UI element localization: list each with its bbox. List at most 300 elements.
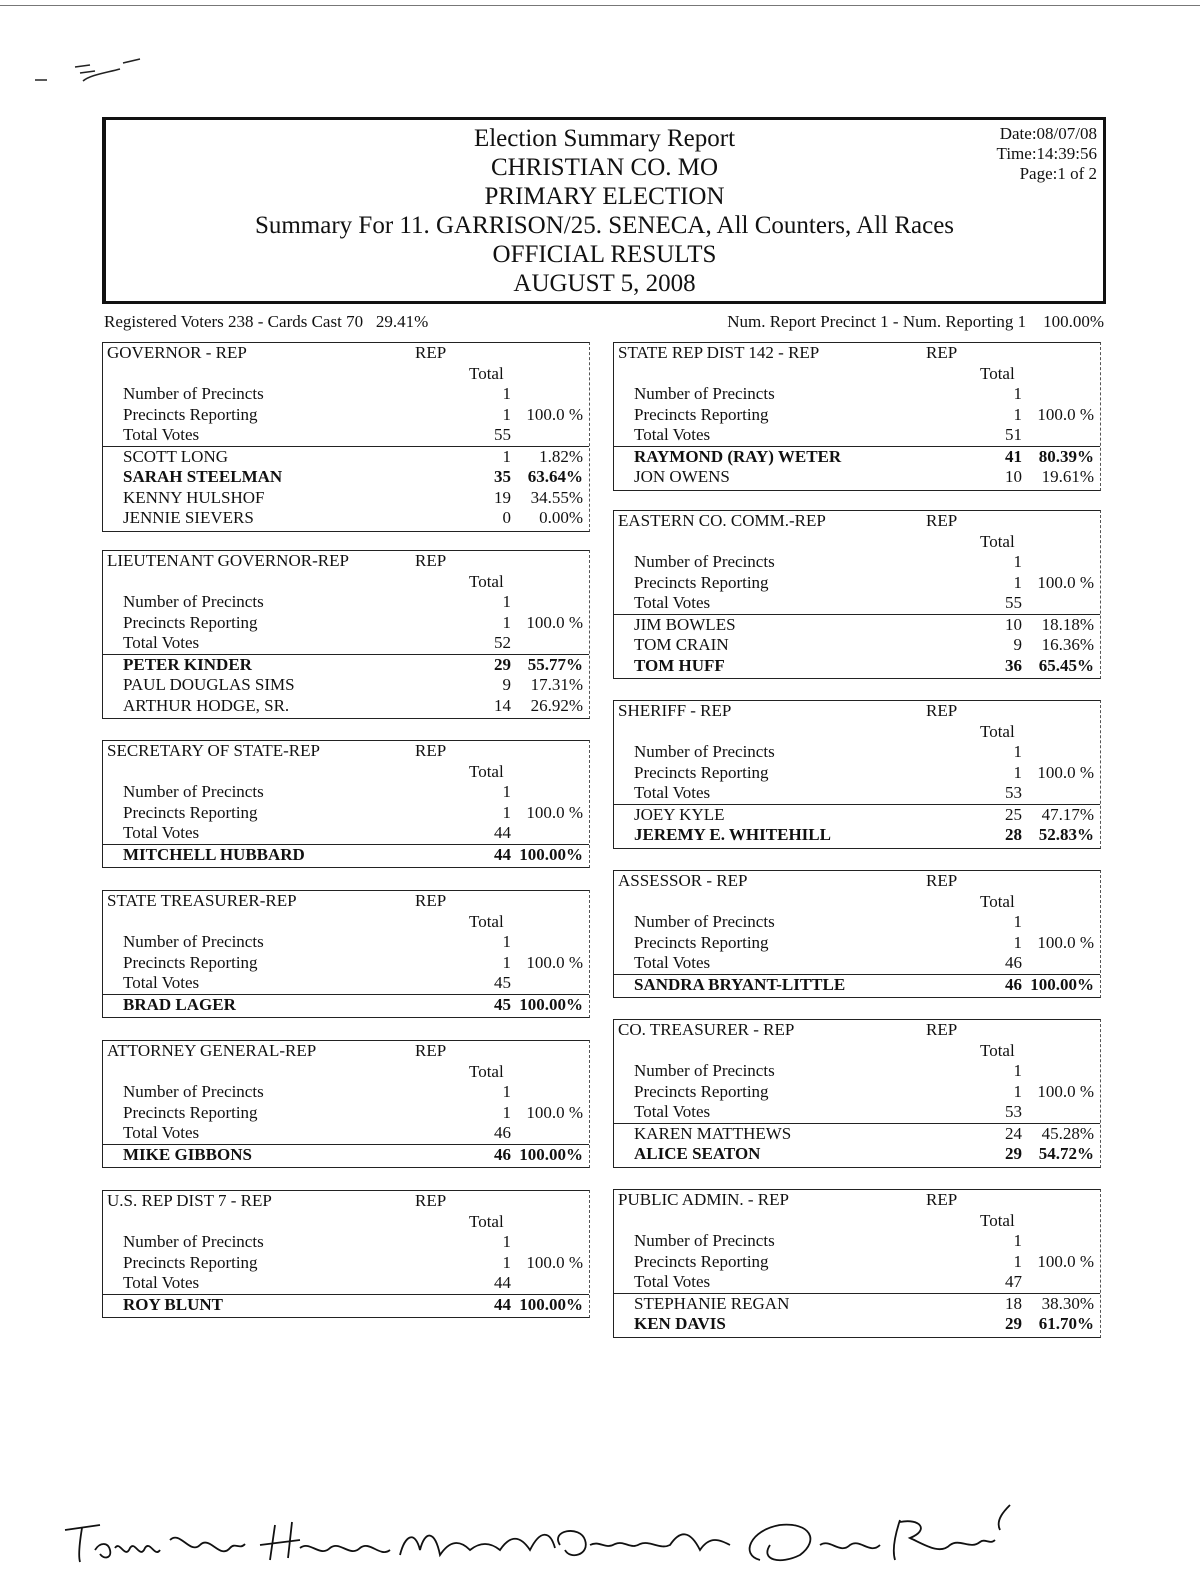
- precincts-label: Number of Precincts: [634, 552, 775, 571]
- precincts-row: [103, 1232, 589, 1253]
- total-votes-row: [614, 593, 1100, 615]
- race-header-row: [614, 1190, 1100, 1211]
- total-header-row: [614, 1211, 1100, 1232]
- precincts-row: [614, 1061, 1100, 1082]
- precincts-value: 1: [1013, 1061, 1022, 1080]
- total-votes-row: [614, 783, 1100, 805]
- candidate-votes: 46: [1005, 974, 1022, 994]
- race-box: [102, 890, 590, 1018]
- candidate-row: [614, 825, 1100, 846]
- registered-voters-text: Registered Voters 238 - Cards Cast 70: [104, 312, 364, 331]
- precincts-value: 1: [502, 1082, 511, 1101]
- party-label: REP: [415, 741, 447, 760]
- total-votes-row: [103, 633, 589, 655]
- race-title: PUBLIC ADMIN. - REP: [618, 1190, 789, 1209]
- candidate-votes: 44: [494, 1294, 511, 1314]
- race-title: GOVERNOR - REP: [107, 343, 247, 362]
- reporting-label: Precincts Reporting: [123, 1102, 258, 1122]
- total-column-header: Total: [980, 891, 1015, 911]
- total-votes-value: 44: [494, 823, 511, 842]
- reporting-label: Precincts Reporting: [634, 1251, 769, 1271]
- report-title-block: [106, 124, 1103, 298]
- candidate-row: [103, 508, 589, 529]
- total-votes-row: [614, 1102, 1100, 1124]
- candidate-pct: 100.00%: [519, 844, 583, 864]
- precincts-value: 1: [1013, 742, 1022, 761]
- reporting-value: 1: [1013, 1251, 1022, 1271]
- race-box: [102, 740, 590, 868]
- total-column-header: Total: [980, 721, 1015, 741]
- precincts-value: 1: [1013, 552, 1022, 571]
- precincts-value: 1: [502, 592, 511, 611]
- precincts-row: [103, 782, 589, 803]
- race-header-row: [103, 891, 589, 912]
- candidate-row: [614, 635, 1100, 656]
- party-label: REP: [926, 1190, 958, 1209]
- candidate-votes: 9: [1013, 635, 1022, 654]
- candidate-votes: 18: [1005, 1293, 1022, 1313]
- report-meta: [997, 124, 1097, 184]
- total-votes-value: 51: [1005, 425, 1022, 444]
- total-column-header: Total: [980, 531, 1015, 551]
- reporting-label: Precincts Reporting: [123, 612, 258, 632]
- precincts-label: Number of Precincts: [634, 384, 775, 403]
- race-box: [613, 1189, 1101, 1338]
- total-votes-row: [614, 953, 1100, 975]
- race-title: LIEUTENANT GOVERNOR-REP: [107, 551, 349, 570]
- report-title: Election Summary Report: [473, 125, 736, 152]
- total-votes-label: Total Votes: [123, 1273, 200, 1292]
- race-box: [613, 700, 1101, 849]
- precincts-value: 1: [502, 782, 511, 801]
- candidate-row: [103, 696, 589, 717]
- total-votes-row: [103, 973, 589, 995]
- candidate-row: [103, 1145, 589, 1166]
- reporting-row: [103, 1253, 589, 1274]
- race-header-row: [614, 701, 1100, 722]
- party-label: REP: [415, 891, 447, 910]
- party-label: REP: [926, 871, 958, 890]
- reporting-label: Precincts Reporting: [634, 932, 769, 952]
- reporting-pct: 100.0 %: [526, 404, 583, 424]
- candidate-pct: 47.17%: [1041, 804, 1094, 824]
- candidate-row: [614, 1144, 1100, 1165]
- registered-voters-line: [104, 312, 428, 332]
- reporting-pct: 100.0 %: [1037, 932, 1094, 952]
- candidate-votes: 14: [494, 695, 511, 715]
- reporting-row: [614, 1082, 1100, 1103]
- reporting-value: 1: [1013, 1081, 1022, 1101]
- race-header-row: [103, 1041, 589, 1062]
- candidate-row: [614, 656, 1100, 677]
- party-label: REP: [415, 551, 447, 570]
- reporting-pct: 100.0 %: [526, 1102, 583, 1122]
- precincts-value: 1: [1013, 384, 1022, 403]
- candidate-name: KEN DAVIS: [634, 1314, 726, 1333]
- candidate-votes: 44: [494, 844, 511, 864]
- candidate-votes: 45: [494, 994, 511, 1014]
- candidate-name: ROY BLUNT: [123, 1294, 223, 1314]
- precincts-reporting-text: Num. Report Precinct 1 - Num. Reporting 1: [727, 312, 1027, 331]
- candidate-votes: 29: [1005, 1144, 1022, 1163]
- reporting-row: [103, 613, 589, 634]
- race-title: SECRETARY OF STATE-REP: [107, 741, 320, 760]
- handwritten-mark: [35, 55, 155, 95]
- candidate-pct: 45.28%: [1041, 1123, 1094, 1143]
- reporting-value: 1: [1013, 404, 1022, 424]
- candidate-votes: 35: [494, 467, 511, 486]
- candidate-votes: 10: [1005, 614, 1022, 634]
- total-header-row: [103, 364, 589, 385]
- total-votes-label: Total Votes: [123, 823, 200, 842]
- reporting-label: Precincts Reporting: [123, 404, 258, 424]
- reporting-pct: 100.0 %: [526, 802, 583, 822]
- total-votes-value: 55: [494, 425, 511, 444]
- registered-voters-pct: 29.41%: [375, 312, 429, 331]
- total-header-row: [103, 912, 589, 933]
- candidate-votes: 29: [494, 654, 511, 674]
- precincts-label: Number of Precincts: [634, 1231, 775, 1250]
- total-votes-value: 44: [494, 1273, 511, 1292]
- total-header-row: [103, 1062, 589, 1083]
- race-title: STATE REP DIST 142 - REP: [618, 343, 820, 362]
- candidate-name: ARTHUR HODGE, SR.: [123, 695, 290, 715]
- race-title: STATE TREASURER-REP: [107, 891, 297, 910]
- race-title: U.S. REP DIST 7 - REP: [107, 1191, 272, 1210]
- reporting-row: [103, 1103, 589, 1124]
- reporting-value: 1: [502, 612, 511, 632]
- candidate-pct: 19.61%: [1041, 467, 1094, 486]
- party-label: REP: [926, 701, 958, 720]
- total-votes-label: Total Votes: [634, 783, 711, 802]
- race-box: [102, 342, 590, 532]
- candidate-votes: 41: [1005, 446, 1022, 466]
- precincts-label: Number of Precincts: [634, 912, 775, 931]
- candidate-name: RAYMOND (RAY) WETER: [634, 446, 842, 466]
- candidate-row: [614, 1294, 1100, 1315]
- total-header-row: [103, 572, 589, 593]
- total-votes-value: 53: [1005, 1102, 1022, 1121]
- party-label: REP: [415, 1191, 447, 1210]
- precincts-label: Number of Precincts: [123, 782, 264, 801]
- candidate-name: JON OWENS: [634, 467, 730, 486]
- reporting-label: Precincts Reporting: [634, 762, 769, 782]
- precincts-row: [614, 552, 1100, 573]
- candidate-pct: 17.31%: [530, 675, 583, 694]
- candidate-pct: 63.64%: [527, 467, 583, 486]
- candidate-name: JIM BOWLES: [634, 614, 736, 634]
- reporting-label: Precincts Reporting: [123, 952, 258, 972]
- candidate-pct: 100.00%: [519, 994, 583, 1014]
- total-votes-value: 52: [494, 633, 511, 652]
- reporting-pct: 100.0 %: [526, 952, 583, 972]
- total-votes-label: Total Votes: [123, 425, 200, 444]
- precincts-row: [103, 384, 589, 405]
- candidate-row: [103, 447, 589, 468]
- candidate-votes: 46: [494, 1144, 511, 1164]
- candidate-name: SANDRA BRYANT-LITTLE: [634, 974, 846, 994]
- party-label: REP: [926, 1020, 958, 1039]
- reporting-pct: 100.0 %: [1037, 762, 1094, 782]
- candidate-name: KAREN MATTHEWS: [634, 1123, 792, 1143]
- candidate-name: TOM HUFF: [634, 655, 725, 675]
- candidate-name: TOM CRAIN: [634, 635, 729, 654]
- candidate-name: ALICE SEATON: [634, 1144, 761, 1163]
- total-votes-label: Total Votes: [634, 1102, 711, 1121]
- precincts-row: [103, 592, 589, 613]
- race-title: EASTERN CO. COMM.-REP: [618, 511, 826, 530]
- race-header-row: [614, 343, 1100, 364]
- reporting-value: 1: [502, 952, 511, 972]
- candidate-name: PETER KINDER: [123, 654, 252, 674]
- race-box: [613, 342, 1101, 491]
- party-label: REP: [926, 511, 958, 530]
- candidate-name: STEPHANIE REGAN: [634, 1293, 790, 1313]
- candidate-votes: 29: [1005, 1314, 1022, 1333]
- total-votes-label: Total Votes: [123, 633, 200, 652]
- total-votes-row: [103, 1123, 589, 1145]
- total-column-header: Total: [469, 363, 504, 383]
- candidate-row: [614, 467, 1100, 488]
- reporting-value: 1: [1013, 932, 1022, 952]
- reporting-pct: 100.0 %: [1037, 572, 1094, 592]
- total-header-row: [614, 364, 1100, 385]
- report-header: [102, 117, 1106, 304]
- reporting-row: [614, 405, 1100, 426]
- race-box: [102, 1040, 590, 1168]
- precincts-label: Number of Precincts: [634, 742, 775, 761]
- total-votes-label: Total Votes: [123, 973, 200, 992]
- precincts-reporting-pct: 100.00%: [1043, 312, 1104, 331]
- candidate-name: KENNY HULSHOF: [123, 487, 265, 507]
- candidate-votes: 28: [1005, 825, 1022, 844]
- total-header-row: [614, 722, 1100, 743]
- precincts-row: [614, 384, 1100, 405]
- reporting-value: 1: [1013, 572, 1022, 592]
- total-votes-row: [614, 1272, 1100, 1294]
- candidate-pct: 100.00%: [519, 1144, 583, 1164]
- summary-line: Summary For 11. GARRISON/25. SENECA, All Counters, All Races: [254, 212, 955, 239]
- precincts-label: Number of Precincts: [123, 932, 264, 951]
- candidate-name: JEREMY E. WHITEHILL: [634, 825, 831, 844]
- precincts-label: Number of Precincts: [634, 1061, 775, 1080]
- party-label: REP: [415, 343, 447, 362]
- race-header-row: [614, 511, 1100, 532]
- reporting-label: Precincts Reporting: [634, 404, 769, 424]
- race-header-row: [103, 551, 589, 572]
- total-column-header: Total: [980, 1040, 1015, 1060]
- total-column-header: Total: [469, 761, 504, 781]
- total-votes-row: [614, 425, 1100, 447]
- candidate-votes: 0: [502, 508, 511, 527]
- total-votes-row: [103, 823, 589, 845]
- handwritten-signatures: [65, 1505, 1010, 1562]
- precincts-value: 1: [1013, 1231, 1022, 1250]
- race-title: CO. TREASURER - REP: [618, 1020, 795, 1039]
- total-header-row: [103, 1212, 589, 1233]
- precincts-row: [614, 912, 1100, 933]
- precincts-label: Number of Precincts: [123, 592, 264, 611]
- results-status: OFFICIAL RESULTS: [492, 241, 717, 268]
- candidate-pct: 16.36%: [1041, 635, 1094, 654]
- party-label: REP: [415, 1041, 447, 1060]
- reporting-value: 1: [502, 1252, 511, 1272]
- race-header-row: [103, 343, 589, 364]
- candidate-pct: 65.45%: [1038, 655, 1094, 675]
- precincts-row: [103, 1082, 589, 1103]
- candidate-row: [103, 488, 589, 509]
- candidate-pct: 54.72%: [1038, 1144, 1094, 1163]
- candidate-pct: 100.00%: [1030, 974, 1094, 994]
- candidate-name: SCOTT LONG: [123, 446, 228, 466]
- candidate-row: [614, 975, 1100, 996]
- report-page: Page:1 of 2: [1019, 164, 1097, 183]
- total-column-header: Total: [469, 1061, 504, 1081]
- reporting-pct: 100.0 %: [526, 1252, 583, 1272]
- reporting-row: [614, 763, 1100, 784]
- reporting-label: Precincts Reporting: [123, 1252, 258, 1272]
- precincts-value: 1: [1013, 912, 1022, 931]
- precincts-label: Number of Precincts: [123, 1232, 264, 1251]
- report-time: Time:14:39:56: [996, 144, 1097, 163]
- reporting-pct: 100.0 %: [1037, 404, 1094, 424]
- candidate-pct: 0.00%: [539, 508, 583, 527]
- total-votes-value: 53: [1005, 783, 1022, 802]
- candidate-votes: 1: [502, 446, 511, 466]
- candidate-votes: 24: [1005, 1123, 1022, 1143]
- total-column-header: Total: [469, 571, 504, 591]
- reporting-row: [614, 1252, 1100, 1273]
- total-votes-row: [103, 425, 589, 447]
- total-votes-value: 46: [494, 1123, 511, 1142]
- candidate-pct: 100.00%: [519, 1294, 583, 1314]
- candidate-pct: 61.70%: [1038, 1314, 1094, 1333]
- race-box: [102, 1190, 590, 1318]
- party-label: REP: [926, 343, 958, 362]
- candidate-row: [103, 845, 589, 866]
- precincts-reporting-line: [727, 312, 1104, 332]
- candidate-name: JENNIE SIEVERS: [123, 508, 254, 527]
- candidate-votes: 10: [1005, 467, 1022, 486]
- total-votes-label: Total Votes: [123, 1123, 200, 1142]
- candidate-name: MITCHELL HUBBARD: [123, 844, 305, 864]
- candidate-name: BRAD LAGER: [123, 994, 236, 1014]
- total-votes-value: 55: [1005, 593, 1022, 612]
- candidate-row: [103, 1295, 589, 1316]
- total-header-row: [614, 1041, 1100, 1062]
- total-column-header: Total: [980, 1210, 1015, 1230]
- reporting-label: Precincts Reporting: [123, 802, 258, 822]
- candidate-pct: 1.82%: [539, 446, 583, 466]
- total-votes-label: Total Votes: [634, 1272, 711, 1291]
- candidate-pct: 80.39%: [1038, 446, 1094, 466]
- total-column-header: Total: [469, 1211, 504, 1231]
- reporting-pct: 100.0 %: [1037, 1081, 1094, 1101]
- candidate-row: [614, 805, 1100, 826]
- race-box: [613, 870, 1101, 998]
- total-header-row: [614, 892, 1100, 913]
- report-date: Date:08/07/08: [999, 124, 1097, 143]
- precincts-value: 1: [502, 1232, 511, 1251]
- race-header-row: [103, 1191, 589, 1212]
- race-title: SHERIFF - REP: [618, 701, 732, 720]
- candidate-row: [614, 615, 1100, 636]
- candidate-votes: 36: [1005, 655, 1022, 675]
- precincts-value: 1: [502, 384, 511, 403]
- reporting-pct: 100.0 %: [526, 612, 583, 632]
- candidate-name: JOEY KYLE: [634, 804, 725, 824]
- candidate-pct: 55.77%: [527, 654, 583, 674]
- candidate-votes: 25: [1005, 804, 1022, 824]
- precincts-label: Number of Precincts: [123, 1082, 264, 1101]
- candidate-pct: 52.83%: [1038, 825, 1094, 844]
- candidate-row: [614, 1124, 1100, 1145]
- reporting-value: 1: [502, 1102, 511, 1122]
- total-votes-row: [103, 1273, 589, 1295]
- total-header-row: [614, 532, 1100, 553]
- candidate-row: [614, 447, 1100, 468]
- page-top-rule: [0, 5, 1200, 6]
- reporting-row: [614, 933, 1100, 954]
- candidate-row: [614, 1314, 1100, 1335]
- candidate-row: [103, 655, 589, 676]
- race-box: [613, 1019, 1101, 1168]
- candidate-pct: 34.55%: [530, 487, 583, 507]
- total-votes-label: Total Votes: [634, 953, 711, 972]
- precincts-row: [614, 1231, 1100, 1252]
- candidate-pct: 18.18%: [1041, 614, 1094, 634]
- reporting-pct: 100.0 %: [1037, 1251, 1094, 1271]
- reporting-value: 1: [502, 404, 511, 424]
- candidate-votes: 9: [502, 675, 511, 694]
- total-header-row: [103, 762, 589, 783]
- race-header-row: [103, 741, 589, 762]
- election-date: AUGUST 5, 2008: [513, 270, 696, 297]
- race-header-row: [614, 871, 1100, 892]
- precincts-label: Number of Precincts: [123, 384, 264, 403]
- total-votes-value: 45: [494, 973, 511, 992]
- candidate-name: MIKE GIBBONS: [123, 1144, 252, 1164]
- reporting-label: Precincts Reporting: [634, 572, 769, 592]
- total-column-header: Total: [469, 911, 504, 931]
- total-votes-value: 46: [1005, 953, 1022, 972]
- race-title: ATTORNEY GENERAL-REP: [107, 1041, 317, 1060]
- candidate-pct: 26.92%: [530, 695, 583, 715]
- race-header-row: [614, 1020, 1100, 1041]
- candidate-votes: 19: [494, 487, 511, 507]
- precincts-row: [103, 932, 589, 953]
- candidate-name: PAUL DOUGLAS SIMS: [123, 675, 295, 694]
- precincts-value: 1: [502, 932, 511, 951]
- candidate-row: [103, 467, 589, 488]
- county-name: CHRISTIAN CO. MO: [490, 154, 719, 181]
- total-votes-label: Total Votes: [634, 425, 711, 444]
- reporting-label: Precincts Reporting: [634, 1081, 769, 1101]
- signature-area: [60, 1500, 1020, 1570]
- total-votes-value: 47: [1005, 1272, 1022, 1291]
- race-title: ASSESSOR - REP: [618, 871, 748, 890]
- reporting-value: 1: [1013, 762, 1022, 782]
- race-box: [102, 550, 590, 719]
- reporting-row: [103, 953, 589, 974]
- total-column-header: Total: [980, 363, 1015, 383]
- precincts-row: [614, 742, 1100, 763]
- reporting-row: [103, 405, 589, 426]
- reporting-value: 1: [502, 802, 511, 822]
- candidate-pct: 38.30%: [1041, 1293, 1094, 1313]
- race-box: [613, 510, 1101, 679]
- election-name: PRIMARY ELECTION: [484, 183, 725, 210]
